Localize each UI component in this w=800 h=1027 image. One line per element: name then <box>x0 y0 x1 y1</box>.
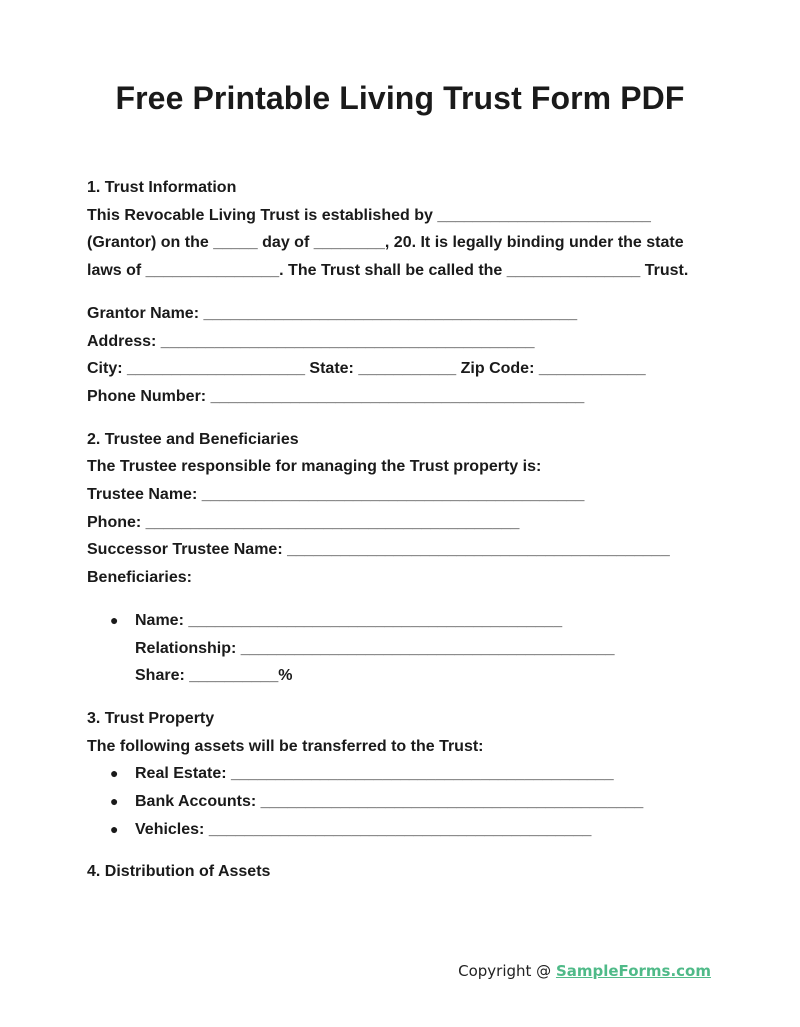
list-item <box>87 788 727 816</box>
property-intro: The following assets will be transferred to the Trust: <box>87 737 484 755</box>
real-estate-field: Real Estate: ___________________________________________ <box>135 765 614 783</box>
beneficiary-relationship-field: Relationship: __________________________________________ <box>135 639 615 657</box>
list-item <box>87 760 727 788</box>
phone-number-field: Phone Number: __________________________________________ <box>87 387 585 405</box>
trustee-phone-field: Phone: __________________________________________ <box>87 513 520 531</box>
bullet-icon: ● <box>110 820 119 837</box>
copyright-text: Copyright @ <box>458 962 556 980</box>
beneficiary-list <box>87 607 727 690</box>
bank-accounts-field: Bank Accounts: ___________________________________________ <box>135 793 644 811</box>
bullet-icon: ● <box>110 765 119 782</box>
beneficiaries-label: Beneficiaries: <box>87 569 192 587</box>
section-heading-distribution: 4. Distribution of Assets <box>87 863 271 881</box>
section-heading-trust-property: 3. Trust Property <box>87 709 215 727</box>
grantor-name-field: Grantor Name: __________________________________________ <box>87 304 578 322</box>
section-heading-trustee-beneficiaries: 2. Trustee and Beneficiaries <box>87 430 299 448</box>
property-list <box>87 760 727 843</box>
page-title: Free Printable Living Trust Form PDF <box>115 80 685 116</box>
trustee-name-field: Trustee Name: ___________________________________________ <box>87 486 585 504</box>
grantor-fields <box>87 300 727 411</box>
form-content <box>87 174 727 886</box>
vehicles-field: Vehicles: ___________________________________________ <box>135 820 592 838</box>
beneficiary-share-field: Share: __________% <box>135 667 293 685</box>
list-item <box>87 662 727 690</box>
list-item <box>87 635 727 663</box>
bullet-icon: ● <box>110 611 119 628</box>
beneficiary-name-field: Name: __________________________________________ <box>135 611 563 629</box>
sampleforms-link[interactable]: SampleForms.com <box>555 962 711 980</box>
trustee-fields <box>87 453 727 592</box>
trustee-intro: The Trustee responsible for managing the Trust property is: <box>87 458 542 476</box>
list-item <box>87 607 727 635</box>
trust-paragraph-line: This Revocable Living Trust is established by ________________________ <box>87 206 651 224</box>
list-item <box>87 816 727 844</box>
trust-paragraph-line: laws of _______________. The Trust shall be called the _______________ Trust. <box>87 262 689 280</box>
copyright-footer <box>458 962 711 980</box>
trust-paragraph-line: (Grantor) on the _____ day of ________, 20. It is legally binding under the state <box>87 234 684 252</box>
section-heading-trust-information: 1. Trust Information <box>87 179 237 196</box>
successor-trustee-field: Successor Trustee Name: ___________________________________________ <box>87 541 670 559</box>
trust-paragraph <box>87 202 727 285</box>
bullet-icon: ● <box>110 793 119 810</box>
city-state-zip-field: City: ____________________ State: ___________ Zip Code: ____________ <box>87 360 646 378</box>
address-field: Address: __________________________________________ <box>87 332 535 350</box>
